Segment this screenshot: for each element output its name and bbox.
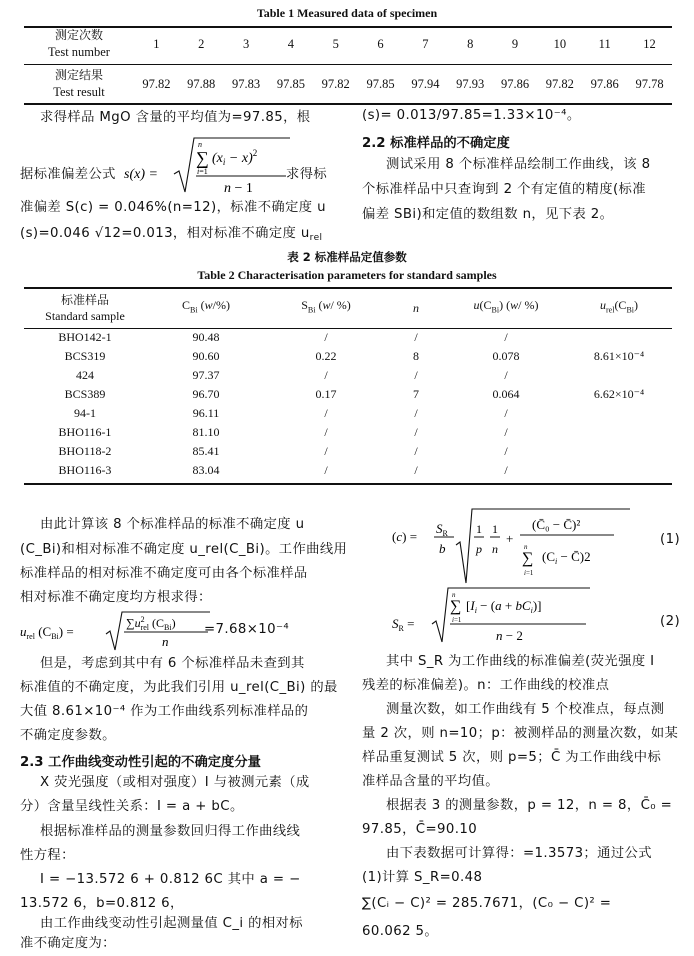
table1-result: 97.93: [456, 76, 485, 91]
svg-text:n − 1: n − 1: [224, 181, 253, 196]
table1-result: 97.85: [366, 76, 395, 91]
cell: 6.62×10⁻⁴: [593, 387, 645, 401]
svg-text:[Ii − (a + bCi)]: $[I_i - (a + bC_i)]$: [466, 598, 542, 615]
table-row: [24, 385, 672, 404]
svg-text:p: p: [476, 542, 482, 556]
table1-number: 9: [511, 36, 519, 51]
cell: [566, 404, 672, 423]
cell: 83.04: [192, 463, 220, 477]
table-row: [24, 461, 672, 480]
cell: 81.10: [192, 425, 220, 439]
paragraph-line: 13.572 6，b=0.812 6，: [20, 896, 184, 911]
paragraph-line: 不确定度参数。: [20, 728, 116, 743]
table2-bottom-rule: [24, 483, 672, 485]
table-row: [24, 404, 672, 423]
table1-row-result: [24, 64, 672, 104]
table1-number: 3: [242, 36, 250, 51]
svg-text:n: n: [198, 140, 202, 149]
paragraph-line: X 荧光强度（或相对强度）I 与被测元素（成: [40, 775, 310, 790]
cell: BCS319: [64, 349, 106, 363]
cell: 0.078: [492, 349, 520, 363]
table2-header-n: n: [413, 301, 419, 315]
cell: 0.17: [315, 387, 337, 401]
cell: [566, 366, 672, 385]
table1-result: 97.94: [411, 76, 440, 91]
table2-caption-en: Table 2 Characterisation parameters for standard samples: [197, 268, 497, 282]
table1-result: 97.82: [142, 76, 171, 91]
paragraph-line: 准不确定度为：: [20, 936, 116, 951]
paragraph-line: 测试采用 8 个标准样品绘制工作曲线，该 8: [386, 157, 651, 172]
section-heading: 2.3 工作曲线变动性引起的不确定度分量: [20, 755, 261, 770]
cell: /: [414, 406, 418, 420]
table1-result: 97.82: [545, 76, 574, 91]
cell: /: [504, 425, 508, 439]
cell: /: [324, 444, 328, 458]
table2-header-c: $C_{Bi}$ (w/%): [182, 298, 230, 315]
svg-text:1: 1: [476, 522, 482, 536]
equation-1: [392, 505, 632, 585]
table1-number: 10: [553, 36, 567, 51]
cell: 90.48: [192, 330, 220, 344]
table-row: [24, 366, 672, 385]
paragraph-line: 测量次数，如工作曲线有 5 个校准点，每点测: [386, 702, 665, 717]
cell: /: [504, 444, 508, 458]
cell: /: [414, 444, 418, 458]
cell: /: [414, 425, 418, 439]
cell: [566, 442, 672, 461]
cell: /: [324, 425, 328, 439]
svg-text:i=1: i=1: [197, 167, 208, 176]
paragraph-line: 根据标准样品的测量参数回归得工作曲线线: [40, 824, 301, 839]
svg-text:(xi − x)2: $(x_i - x)^2$: [212, 148, 258, 167]
cell: /: [324, 330, 328, 344]
svg-text:n: n: [162, 634, 169, 649]
cell: /: [504, 406, 508, 420]
svg-text:n: n: [452, 591, 456, 599]
paragraph-line: 97.85，C̄=90.10: [362, 822, 478, 837]
paragraph-line: (1)计算 S_R=0.48: [362, 870, 483, 885]
cell: 85.41: [192, 444, 220, 458]
table1-row1-label: 测定次数 Test number: [48, 28, 110, 59]
svg-text:(C̄₀ − C̄)²: (C̄₀ − C̄)²: [532, 517, 581, 532]
table1-result: 97.86: [500, 76, 530, 91]
cell: BHO116-1: [58, 425, 112, 439]
svg-text:i=1: i=1: [524, 569, 534, 577]
svg-text:∑: ∑: [450, 598, 462, 615]
table1-result: 97.86: [590, 76, 619, 91]
equation-number: (1): [660, 532, 681, 547]
table1: [24, 24, 672, 104]
paragraph-line: 样品重复测试 5 次，则 p=5；C̄ 为工作曲线中标: [362, 750, 662, 765]
cell: /: [504, 463, 508, 477]
paragraph-line: 其中 S_R 为工作曲线的标准偏差(荧光强度 I: [386, 654, 655, 669]
table1-number: 4: [287, 36, 295, 51]
table-row: [24, 442, 672, 461]
table1-number: 11: [598, 36, 611, 51]
svg-text:+: +: [506, 531, 514, 546]
table2-caption-cn: 表 2 标准样品定值参数: [287, 250, 407, 264]
cell: 96.70: [192, 387, 220, 401]
table1-row2-label: 测定结果 Test result: [53, 68, 105, 99]
paragraph-line: (s)=0.046 √12=0.013，相对标准不确定度 $u_{rel}$: [20, 226, 323, 243]
table1-number: 1: [153, 36, 160, 51]
cell: [566, 461, 672, 480]
table1-result: 97.82: [321, 76, 350, 91]
cell: 0.064: [492, 387, 520, 401]
paragraph-line: ∑(Cᵢ − C)² = 285.7671，(C₀ − C)² =: [362, 896, 612, 911]
table2-header-row: [24, 288, 672, 328]
paragraph-line: 但是，考虑到其中有 6 个标准样品未查到其: [40, 656, 305, 671]
svg-text:SR: $S_R$: [436, 521, 448, 538]
svg-text:n − 2: n − 2: [496, 628, 523, 643]
table1-number: 6: [377, 36, 384, 51]
table1-number: 7: [422, 36, 429, 51]
table1-number: 5: [332, 36, 339, 51]
cell: 96.11: [192, 406, 220, 420]
table2-header-sample: 标准样品 Standard sample: [45, 293, 125, 323]
paragraph-line: 根据表 3 的测量参数，p = 12，n = 8，C̄₀ =: [386, 798, 673, 813]
paragraph-line: 准偏差 S(c) = 0.046%(n=12)，标准不确定度 u: [20, 200, 326, 215]
svg-text:i=1: i=1: [452, 616, 462, 624]
paragraph-line: 由此计算该 8 个标准样品的标准不确定度 u: [40, 517, 305, 532]
equation-number: (2): [660, 614, 681, 629]
cell: BHO118-2: [58, 444, 112, 458]
paragraph-line: (C_Bi)和相对标准不确定度 u_rel(C_Bi)。工作曲线用: [20, 542, 348, 557]
std-dev-formula: [124, 134, 290, 198]
paragraph-line: (s)= 0.013/97.85=1.33×10⁻⁴。: [362, 108, 581, 123]
paragraph-line: 准样品含量的平均值。: [362, 774, 499, 789]
cell: /: [324, 406, 328, 420]
table1-number: 2: [198, 36, 205, 51]
cell: BHO142-1: [58, 330, 112, 344]
paragraph-line: 偏差 SBi)和定值的数组数 n，见下表 2。: [362, 207, 614, 222]
table-row: [24, 328, 672, 347]
cell: 0.22: [315, 349, 337, 363]
paragraph-line: 求得标: [286, 167, 328, 182]
table-row: [24, 347, 672, 366]
cell: 97.37: [192, 368, 220, 382]
table1-number: 12: [643, 36, 656, 51]
table1-caption: Table 1 Measured data of specimen: [256, 6, 438, 20]
urel-formula: [20, 608, 210, 654]
table1-result: 97.78: [635, 76, 664, 91]
svg-text:s(x) =: s(x) =: [124, 167, 158, 182]
cell: /: [504, 368, 508, 382]
paragraph-line: 由工作曲线变动性引起测量值 C_i 的相对标: [40, 916, 303, 931]
svg-text:∑: ∑: [522, 550, 534, 567]
cell: /: [504, 330, 508, 344]
cell: 7: [413, 387, 419, 401]
paragraph-line: 分）含量呈线性关系：I = a + bC。: [20, 799, 244, 814]
paragraph-line: 据标准偏差公式: [20, 167, 116, 182]
svg-text:(c) =: (c) =: [392, 529, 418, 544]
table2-header-urel: $u_{rel}(C_{Bi})$: [600, 298, 638, 315]
table1-result: 97.85: [276, 76, 305, 91]
svg-text:b: b: [439, 541, 446, 556]
svg-text:urel (CBi) =: $u_{rel}$ $(C_{Bi})$ =: [20, 624, 74, 641]
cell: /: [324, 368, 328, 382]
svg-text:∑u2rel (CBi): $\sum u^2$ rel $(C_{Bi})$: [126, 615, 176, 632]
cell: 424: [76, 368, 94, 382]
paragraph-line: 个标准样品中只查询到 2 个有定值的精度(标准: [362, 182, 646, 197]
svg-text:n: n: [492, 542, 498, 556]
cell: [566, 423, 672, 442]
table1-number: 8: [467, 36, 474, 51]
cell: /: [414, 463, 418, 477]
paragraph-line: I = −13.572 6 + 0.812 6C 其中 a = −: [40, 872, 301, 887]
cell: /: [324, 463, 328, 477]
svg-text:1: 1: [492, 522, 498, 536]
paragraph-line: 标准值的不确定度，为此我们引用 u_rel(C_Bi) 的最: [20, 680, 338, 695]
svg-text:n: n: [524, 543, 528, 551]
cell: /: [414, 368, 418, 382]
cell: [566, 328, 672, 347]
equation-2: [392, 584, 592, 644]
paragraph-line: 标准样品的相对标准不确定度可由各个标准样品: [20, 566, 308, 581]
cell: /: [414, 330, 418, 344]
cell: BCS389: [64, 387, 106, 401]
paragraph-line: 60.062 5。: [362, 924, 439, 939]
table1-result: 97.83: [232, 76, 261, 91]
table1-result: 97.88: [187, 76, 216, 91]
cell: 90.60: [192, 349, 220, 363]
paragraph-line: 残差的标准偏差)。n：工作曲线的校准点: [362, 678, 610, 693]
section-heading: 2.2 标准样品的不确定度: [362, 136, 510, 151]
svg-text:SR =: $S_R$ =: [392, 616, 415, 633]
paragraph-line: 大值 8.61×10⁻⁴ 作为工作曲线系列标准样品的: [20, 704, 309, 719]
table2-header-u: $u(C_{Bi})$ (w/ %): [473, 298, 539, 315]
svg-text:∑: ∑: [196, 148, 209, 168]
cell: 94-1: [74, 406, 96, 420]
table-row: [24, 423, 672, 442]
paragraph-line: 性方程：: [20, 848, 75, 863]
cell: BHO116-3: [58, 463, 112, 477]
cell: 8: [413, 349, 419, 363]
cell: 8.61×10⁻⁴: [593, 349, 645, 363]
paragraph-line: 相对标准不确定度均方根求得：: [20, 590, 212, 605]
table1-row-number: [24, 24, 672, 64]
table2: [24, 288, 672, 480]
paragraph-line: 量 2 次，则 n=10；p：被测样品的测量次数，如某: [362, 726, 679, 741]
formula-result: =7.68×10⁻⁴: [204, 622, 290, 637]
paragraph-line: 求得样品 MgO 含量的平均值为=97.85，根: [40, 110, 311, 125]
paragraph-line: 由下表数据可计算得：=1.3573；通过公式: [386, 846, 652, 861]
table2-header-s: $S_{Bi}$ (w/ %): [301, 298, 351, 315]
svg-text:(Ci − C̄)2: ($C_i$ − C̄)2: [542, 549, 591, 566]
